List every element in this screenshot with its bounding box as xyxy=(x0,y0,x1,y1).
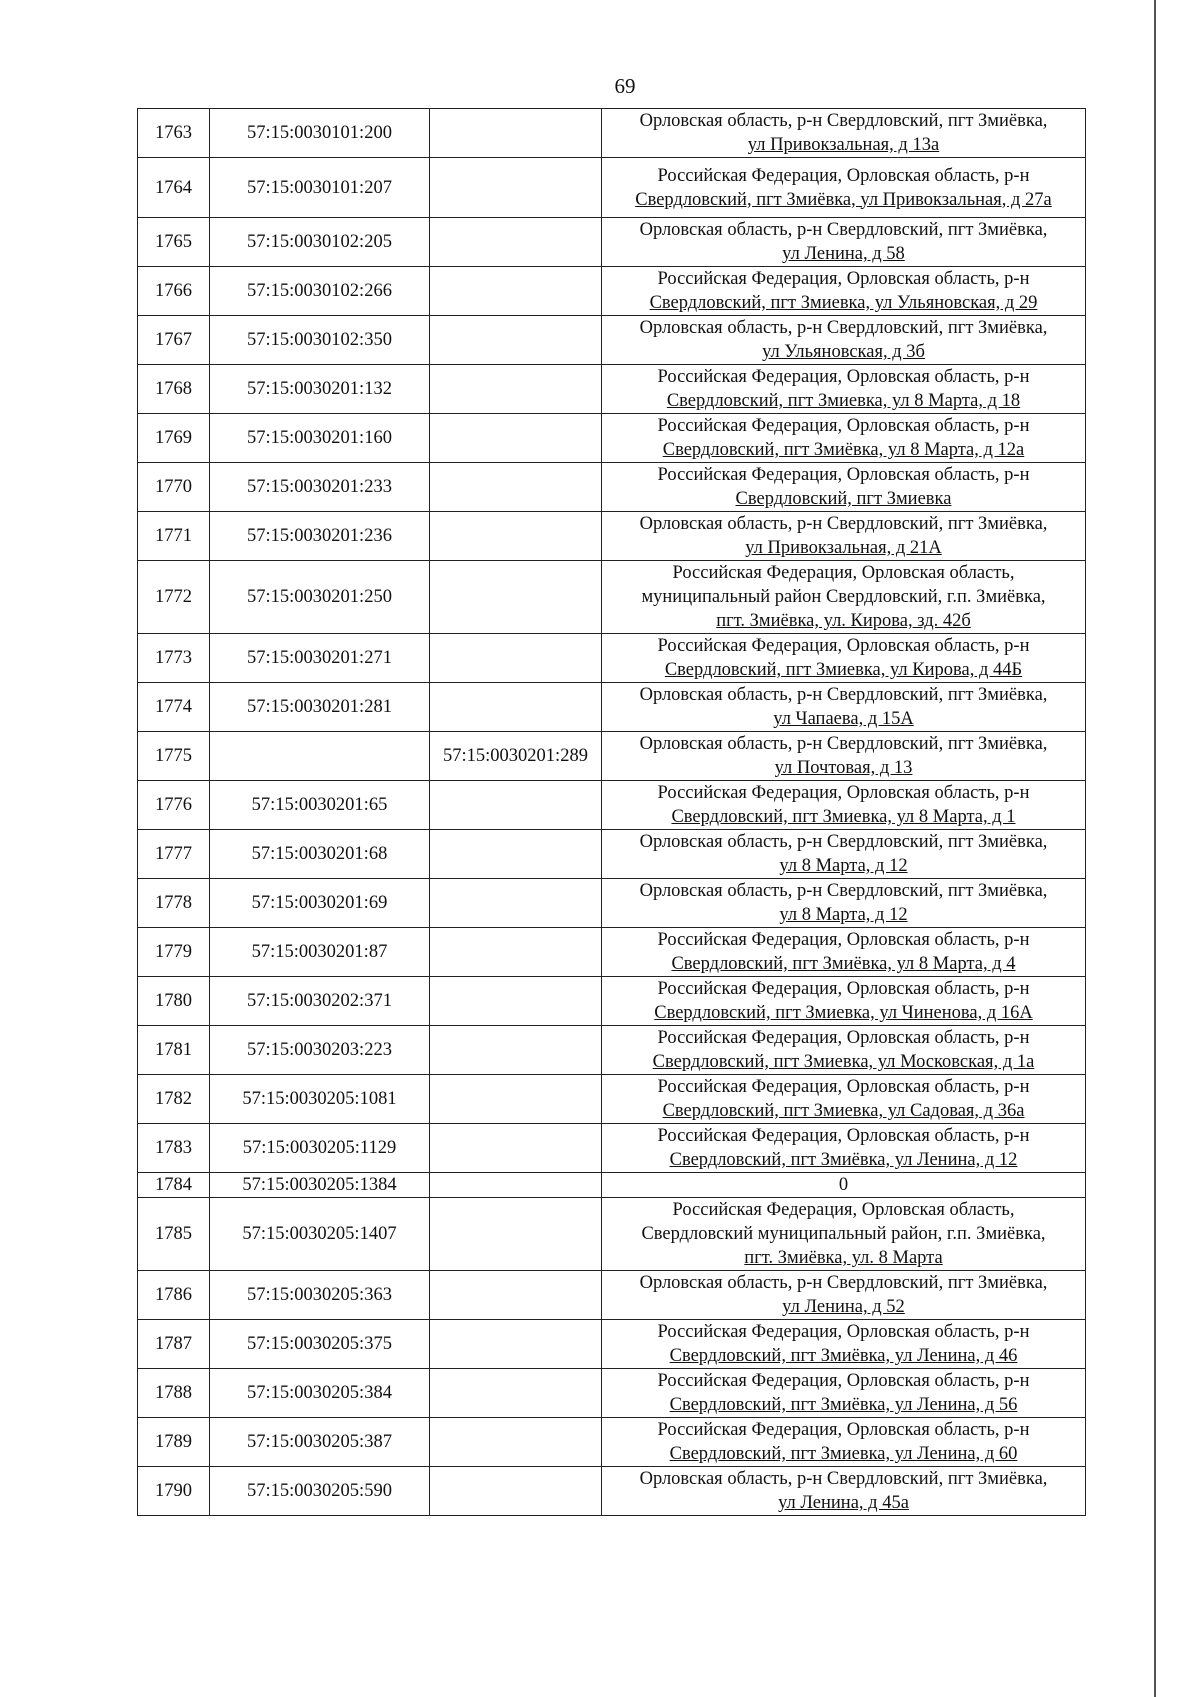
page-number: 69 xyxy=(614,74,636,98)
table-row xyxy=(138,928,1086,977)
row-number-cell: 1785 xyxy=(138,1198,210,1271)
address-cell xyxy=(602,109,1086,158)
address-line: Российская Федерация, Орловская область, р-н xyxy=(657,1077,1030,1097)
address-line: Орловская область, р-н Свердловский, пгт Змиёвка, xyxy=(639,220,1048,240)
address-line: Российская Федерация, Орловская область, р-н xyxy=(657,1126,1030,1146)
address-line: ул Привокзальная, д 21А xyxy=(745,538,942,558)
address-line: Российская Федерация, Орловская область, р-н xyxy=(657,269,1030,289)
extra-cadastral-cell xyxy=(430,1075,602,1124)
address-line: Российская Федерация, Орловская область, р-н xyxy=(657,979,1030,999)
cadastral-number-cell: 57:15:0030201:233 xyxy=(210,463,430,512)
table-row xyxy=(138,634,1086,683)
address-line: Свердловский, пгт Змиевка, ул Ленина, д 60 xyxy=(669,1444,1018,1464)
extra-cadastral-cell: 57:15:0030201:289 xyxy=(430,732,602,781)
table-row xyxy=(138,1026,1086,1075)
row-number-cell: 1771 xyxy=(138,512,210,561)
address-line: Свердловский, пгт Змиёвка, ул 8 Марта, д 12а xyxy=(662,440,1025,460)
extra-cadastral-cell xyxy=(430,1026,602,1075)
address-line: Российская Федерация, Орловская область, xyxy=(672,1200,1015,1220)
address-cell xyxy=(602,977,1086,1026)
extra-cadastral-cell xyxy=(430,316,602,365)
cadastral-number-cell: 57:15:0030205:384 xyxy=(210,1369,430,1418)
row-number-cell: 1786 xyxy=(138,1271,210,1320)
cadastral-number-cell: 57:15:0030203:223 xyxy=(210,1026,430,1075)
cadastral-number-cell: 57:15:0030201:250 xyxy=(210,561,430,634)
address-line: Свердловский, пгт Змиевка, ул 8 Марта, д 1 xyxy=(671,807,1016,827)
address-line: Свердловский, пгт Змиевка, ул Садовая, д 36а xyxy=(662,1101,1025,1121)
row-number-cell: 1763 xyxy=(138,109,210,158)
address-line: ул Ленина, д 52 xyxy=(782,1297,905,1317)
address-line: Орловская область, р-н Свердловский, пгт Змиёвка, xyxy=(639,111,1048,131)
table-row xyxy=(138,830,1086,879)
address-line: Свердловский, пгт Змиёвка, ул Ленина, д 12 xyxy=(669,1150,1018,1170)
row-number-cell: 1782 xyxy=(138,1075,210,1124)
row-number-cell: 1789 xyxy=(138,1418,210,1467)
cadastral-number-cell: 57:15:0030201:271 xyxy=(210,634,430,683)
extra-cadastral-cell xyxy=(430,512,602,561)
row-number-cell: 1774 xyxy=(138,683,210,732)
table-row xyxy=(138,683,1086,732)
address-line: ул Почтовая, д 13 xyxy=(774,758,913,778)
extra-cadastral-cell xyxy=(430,1124,602,1173)
address-line: ул 8 Марта, д 12 xyxy=(779,856,908,876)
row-number-cell: 1788 xyxy=(138,1369,210,1418)
address-line: Свердловский, пгт Змиёвка, ул Привокзальная, д 27а xyxy=(635,189,1052,210)
address-cell xyxy=(602,1467,1086,1516)
extra-cadastral-cell xyxy=(430,1271,602,1320)
cadastral-number-cell: 57:15:0030205:590 xyxy=(210,1467,430,1516)
extra-cadastral-cell xyxy=(430,1320,602,1369)
address-line: Свердловский, пгт Змиевка, ул 8 Марта, д 18 xyxy=(666,391,1021,411)
address-line: Орловская область, р-н Свердловский, пгт Змиёвка, xyxy=(639,1273,1048,1293)
address-line: ул Ленина, д 45а xyxy=(778,1493,909,1513)
table-row xyxy=(138,781,1086,830)
address-line: Свердловский, пгт Змиёвка, ул Ленина, д 56 xyxy=(669,1395,1018,1415)
address-cell xyxy=(602,512,1086,561)
row-number-cell: 1767 xyxy=(138,316,210,365)
extra-cadastral-cell xyxy=(430,634,602,683)
address-line: Свердловский, пгт Змиевка, ул Чиненова, д 16А xyxy=(654,1003,1033,1023)
address-cell xyxy=(602,1173,1086,1198)
address-line: Свердловский, пгт Змиёвка, ул Ленина, д 46 xyxy=(669,1346,1018,1366)
cadastral-number-cell: 57:15:0030205:1384 xyxy=(210,1173,430,1198)
cadastral-number-cell: 57:15:0030201:281 xyxy=(210,683,430,732)
row-number-cell: 1775 xyxy=(138,732,210,781)
address-cell xyxy=(602,1075,1086,1124)
table-row xyxy=(138,463,1086,512)
extra-cadastral-cell xyxy=(430,561,602,634)
extra-cadastral-cell xyxy=(430,463,602,512)
address-cell xyxy=(602,267,1086,316)
address-line: Российская Федерация, Орловская область, р-н xyxy=(657,1028,1030,1048)
row-number-cell: 1776 xyxy=(138,781,210,830)
address-cell xyxy=(602,732,1086,781)
cadastral-number-cell: 57:15:0030205:387 xyxy=(210,1418,430,1467)
address-line: Российская Федерация, Орловская область, р-н xyxy=(657,416,1030,436)
address-cell xyxy=(602,1369,1086,1418)
table-row xyxy=(138,977,1086,1026)
row-number-cell: 1768 xyxy=(138,365,210,414)
cadastral-number-cell: 57:15:0030201:69 xyxy=(210,879,430,928)
cadastral-number-cell: 57:15:0030201:236 xyxy=(210,512,430,561)
extra-cadastral-cell xyxy=(430,1173,602,1198)
address-line: Свердловский, пгт Змиевка xyxy=(735,489,952,509)
address-line: ул Ульяновская, д 3б xyxy=(762,342,925,362)
address-line: Орловская область, р-н Свердловский, пгт Змиёвка, xyxy=(639,1469,1048,1489)
address-line: Орловская область, р-н Свердловский, пгт Змиёвка, xyxy=(639,514,1048,534)
table-row xyxy=(138,109,1086,158)
address-cell xyxy=(602,928,1086,977)
table-row xyxy=(138,414,1086,463)
cadastral-number-cell: 57:15:0030205:375 xyxy=(210,1320,430,1369)
extra-cadastral-cell xyxy=(430,218,602,267)
address-cell xyxy=(602,1418,1086,1467)
address-line: Российская Федерация, Орловская область, р-н xyxy=(657,1322,1030,1342)
address-cell xyxy=(602,316,1086,365)
row-number-cell: 1783 xyxy=(138,1124,210,1173)
address-line: пгт. Змиёвка, ул. 8 Марта xyxy=(744,1248,943,1268)
registry-table-body xyxy=(138,109,1086,1516)
table-row xyxy=(138,1271,1086,1320)
extra-cadastral-cell xyxy=(430,365,602,414)
address-line: Орловская область, р-н Свердловский, пгт Змиёвка, xyxy=(639,685,1048,705)
extra-cadastral-cell xyxy=(430,830,602,879)
address-line: Российская Федерация, Орловская область, р-н xyxy=(657,465,1030,485)
row-number-cell: 1772 xyxy=(138,561,210,634)
table-row xyxy=(138,879,1086,928)
address-cell xyxy=(602,830,1086,879)
extra-cadastral-cell xyxy=(430,158,602,218)
address-line: Орловская область, р-н Свердловский, пгт Змиёвка, xyxy=(639,881,1048,901)
address-cell xyxy=(602,414,1086,463)
address-line: Российская Федерация, Орловская область, р-н xyxy=(657,1371,1030,1391)
cadastral-number-cell: 57:15:0030102:266 xyxy=(210,267,430,316)
table-row xyxy=(138,1369,1086,1418)
address-line: Российская Федерация, Орловская область, р-н xyxy=(657,1420,1030,1440)
cadastral-number-cell: 57:15:0030205:1129 xyxy=(210,1124,430,1173)
extra-cadastral-cell xyxy=(430,414,602,463)
address-line: пгт. Змиёвка, ул. Кирова, зд. 42б xyxy=(716,611,971,631)
extra-cadastral-cell xyxy=(430,1418,602,1467)
table-row xyxy=(138,1124,1086,1173)
address-cell xyxy=(602,463,1086,512)
address-cell xyxy=(602,1320,1086,1369)
table-row xyxy=(138,1198,1086,1271)
row-number-cell: 1784 xyxy=(138,1173,210,1198)
row-number-cell: 1773 xyxy=(138,634,210,683)
extra-cadastral-cell xyxy=(430,683,602,732)
row-number-cell: 1778 xyxy=(138,879,210,928)
extra-cadastral-cell xyxy=(430,977,602,1026)
address-cell xyxy=(602,1271,1086,1320)
table-row xyxy=(138,1075,1086,1124)
address-cell xyxy=(602,561,1086,634)
address-cell xyxy=(602,879,1086,928)
cadastral-number-cell: 57:15:0030205:363 xyxy=(210,1271,430,1320)
row-number-cell: 1777 xyxy=(138,830,210,879)
cadastral-number-cell: 57:15:0030101:200 xyxy=(210,109,430,158)
address-line: Свердловский муниципальный район, г.п. Змиёвка, xyxy=(641,1224,1046,1244)
table-row xyxy=(138,512,1086,561)
address-line: муниципальный район Свердловский, г.п. Змиёвка, xyxy=(641,587,1046,607)
row-number-cell: 1770 xyxy=(138,463,210,512)
address-line: 0 xyxy=(838,1175,849,1195)
address-cell xyxy=(602,634,1086,683)
address-cell xyxy=(602,365,1086,414)
table-row xyxy=(138,1173,1086,1198)
row-number-cell: 1765 xyxy=(138,218,210,267)
address-line: ул Чапаева, д 15А xyxy=(773,709,914,729)
table-row xyxy=(138,732,1086,781)
address-line: Свердловский, пгт Змиевка, ул Кирова, д 44Б xyxy=(664,660,1023,680)
address-line: Российская Федерация, Орловская область, р-н xyxy=(657,930,1030,950)
address-line: Российская Федерация, Орловская область, р-н xyxy=(657,783,1030,803)
row-number-cell: 1764 xyxy=(138,158,210,218)
row-number-cell: 1780 xyxy=(138,977,210,1026)
registry-table xyxy=(137,108,1086,1516)
extra-cadastral-cell xyxy=(430,1467,602,1516)
table-row xyxy=(138,158,1086,218)
table-row xyxy=(138,218,1086,267)
row-number-cell: 1766 xyxy=(138,267,210,316)
cadastral-number-cell: 57:15:0030201:68 xyxy=(210,830,430,879)
address-line: Свердловский, пгт Змиевка, ул Московская, д 1а xyxy=(652,1052,1035,1072)
address-line: Свердловский, пгт Змиевка, ул Ульяновская, д 29 xyxy=(649,293,1038,313)
extra-cadastral-cell xyxy=(430,1369,602,1418)
address-cell xyxy=(602,1124,1086,1173)
address-cell xyxy=(602,158,1086,218)
extra-cadastral-cell xyxy=(430,1198,602,1271)
cadastral-number-cell: 57:15:0030201:160 xyxy=(210,414,430,463)
cadastral-number-cell: 57:15:0030102:350 xyxy=(210,316,430,365)
extra-cadastral-cell xyxy=(430,879,602,928)
address-cell xyxy=(602,1198,1086,1271)
table-row xyxy=(138,561,1086,634)
cadastral-number-cell: 57:15:0030201:65 xyxy=(210,781,430,830)
row-number-cell: 1790 xyxy=(138,1467,210,1516)
extra-cadastral-cell xyxy=(430,267,602,316)
address-cell xyxy=(602,218,1086,267)
extra-cadastral-cell xyxy=(430,109,602,158)
row-number-cell: 1769 xyxy=(138,414,210,463)
address-line: Российская Федерация, Орловская область, р-н xyxy=(657,636,1030,656)
extra-cadastral-cell xyxy=(430,928,602,977)
table-row xyxy=(138,1418,1086,1467)
address-line: Российская Федерация, Орловская область, xyxy=(672,563,1015,583)
address-line: ул 8 Марта, д 12 xyxy=(779,905,908,925)
row-number-cell: 1779 xyxy=(138,928,210,977)
page-edge-line xyxy=(1154,0,1156,1697)
row-number-cell: 1787 xyxy=(138,1320,210,1369)
cadastral-number-cell xyxy=(210,732,430,781)
address-line: ул Привокзальная, д 13а xyxy=(747,135,940,155)
address-line: Орловская область, р-н Свердловский, пгт Змиёвка, xyxy=(639,734,1048,754)
table-row xyxy=(138,1320,1086,1369)
cadastral-number-cell: 57:15:0030205:1407 xyxy=(210,1198,430,1271)
table-row xyxy=(138,1467,1086,1516)
address-line: Орловская область, р-н Свердловский, пгт Змиёвка, xyxy=(639,832,1048,852)
cadastral-number-cell: 57:15:0030205:1081 xyxy=(210,1075,430,1124)
cadastral-number-cell: 57:15:0030202:371 xyxy=(210,977,430,1026)
cadastral-number-cell: 57:15:0030201:132 xyxy=(210,365,430,414)
table-row xyxy=(138,267,1086,316)
cadastral-number-cell: 57:15:0030101:207 xyxy=(210,158,430,218)
address-cell xyxy=(602,781,1086,830)
cadastral-number-cell: 57:15:0030201:87 xyxy=(210,928,430,977)
cadastral-number-cell: 57:15:0030102:205 xyxy=(210,218,430,267)
address-cell xyxy=(602,1026,1086,1075)
address-line: ул Ленина, д 58 xyxy=(782,244,905,264)
address-line: Свердловский, пгт Змиёвка, ул 8 Марта, д 4 xyxy=(671,954,1016,974)
table-row xyxy=(138,365,1086,414)
address-line: Российская Федерация, Орловская область, р-н xyxy=(657,165,1030,186)
row-number-cell: 1781 xyxy=(138,1026,210,1075)
table-row xyxy=(138,316,1086,365)
address-line: Российская Федерация, Орловская область, р-н xyxy=(657,367,1030,387)
address-cell xyxy=(602,683,1086,732)
extra-cadastral-cell xyxy=(430,781,602,830)
address-line: Орловская область, р-н Свердловский, пгт Змиёвка, xyxy=(639,318,1048,338)
